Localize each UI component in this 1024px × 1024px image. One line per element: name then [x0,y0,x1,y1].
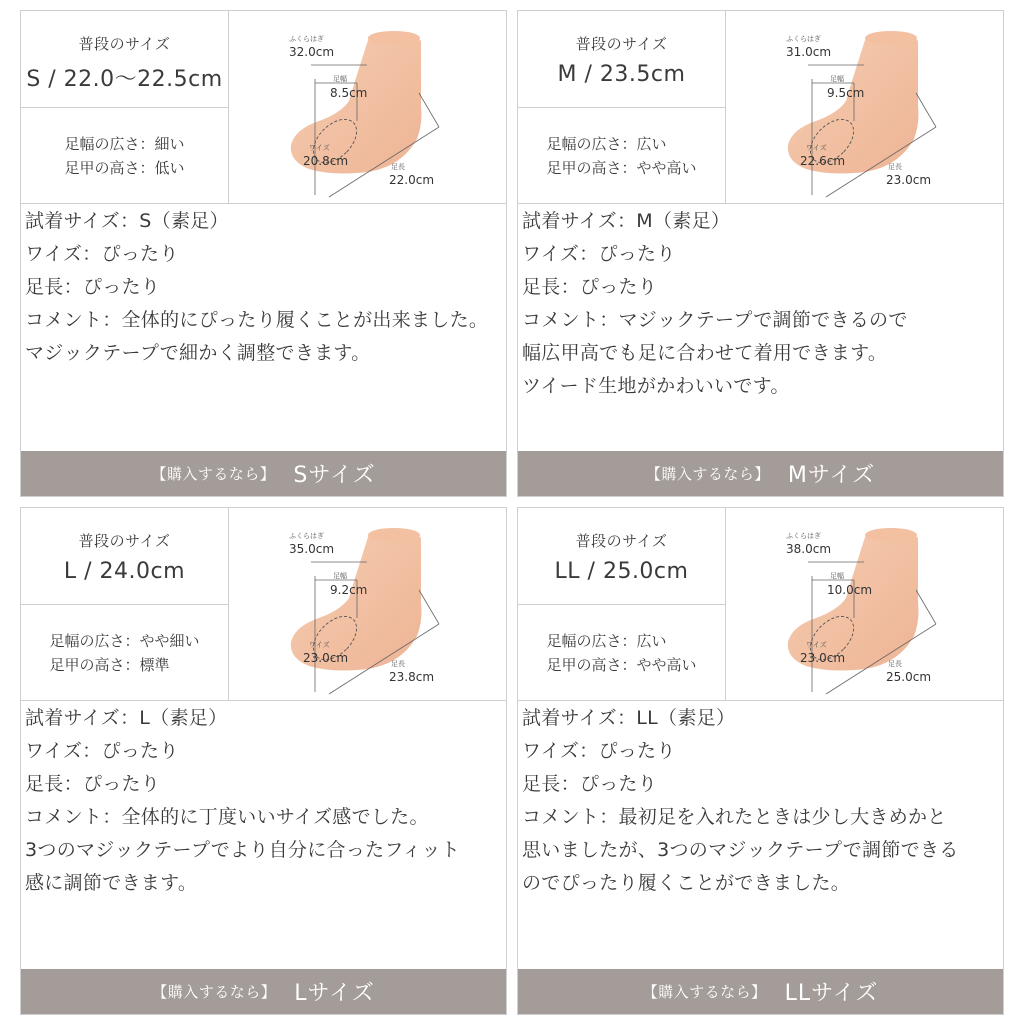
size-card [517,10,1004,497]
size-card [20,507,507,1015]
foot-diagram [726,508,1003,701]
usual-size-value: LL / 25.0cm [554,559,689,584]
comment-line: 試着サイズ：M（素足） [522,210,731,232]
comment-line: のでぴったり履くことができました。 [522,872,851,894]
foot-width-trait: 足幅の広さ：広い [546,134,667,153]
foot-diagram [229,11,506,204]
buy-size-label: Lサイズ [294,981,375,1006]
comment-line: 幅広甲高でも足に合わせて着用できます。 [522,342,888,364]
foot-diagram [229,508,506,701]
comment-line: 足長：ぴったり [522,773,658,795]
usual-size-box [518,508,725,605]
size-info [21,11,229,204]
comment-line: 試着サイズ：LL（素足） [522,707,736,729]
instep-label: 足幅 [830,75,844,83]
buy-size-button[interactable] [21,451,506,496]
usual-size-value: S / 22.0〜22.5cm [26,67,223,92]
size-info [518,11,726,204]
comment-line: 試着サイズ：L（素足） [25,707,228,729]
foot-traits [21,605,228,700]
instep-value: 10.0cm [827,583,873,597]
comment-line: 試着サイズ：S（素足） [25,210,229,232]
length-value: 23.0cm [886,173,932,187]
review-comments [25,205,502,370]
width-label: ワイズ [309,641,330,649]
instep-label: 足幅 [830,572,844,580]
usual-size-label: 普段のサイズ [78,532,171,550]
foot-width-trait: 足幅の広さ：やや細い [49,631,200,650]
length-label: 足長 [888,163,902,171]
instep-label: 足幅 [333,572,347,580]
size-card [517,507,1004,1015]
calf-label: ふくらはぎ [786,532,821,540]
foot-traits [518,605,725,700]
usual-size-label: 普段のサイズ [575,35,668,53]
foot-diagram [726,11,1003,204]
length-label: 足長 [391,660,405,668]
comment-line: マジックテープで細かく調整できます。 [25,342,371,364]
buy-prefix: 【購入するなら】 [642,983,767,1001]
review-comments [522,702,999,900]
buy-prefix: 【購入するなら】 [151,465,276,483]
comment-line: 3つのマジックテープでより自分に合ったフィット [25,839,461,861]
foot-height-trait: 足甲の高さ：やや高い [546,655,697,674]
length-value: 22.0cm [389,173,435,187]
buy-prefix: 【購入するなら】 [645,465,770,483]
foot-measurements [726,11,1003,204]
usual-size-label: 普段のサイズ [575,532,668,550]
buy-size-label: Mサイズ [787,463,876,488]
size-info [518,508,726,701]
comment-line: 足長：ぴったり [25,276,161,298]
foot-height-trait: 足甲の高さ：低い [64,158,185,177]
width-label: ワイズ [309,144,330,152]
instep-value: 9.5cm [827,86,865,100]
length-value: 23.8cm [389,670,435,684]
comment-line: 足長：ぴったり [522,276,658,298]
calf-label: ふくらはぎ [289,35,324,43]
instep-value: 9.2cm [330,583,368,597]
length-value: 25.0cm [886,670,932,684]
comment-line: コメント：最初足を入れたときは少し大きめかと [522,806,947,828]
width-label: ワイズ [806,144,827,152]
review-comments [522,205,999,403]
foot-traits [21,108,228,203]
calf-value: 31.0cm [786,45,832,59]
usual-size-value: M / 23.5cm [557,62,686,87]
comment-line: ワイズ：ぴったり [25,243,179,265]
buy-size-label: LLサイズ [784,981,879,1006]
review-comments [25,702,502,900]
instep-label: 足幅 [333,75,347,83]
comment-line: ツイード生地がかわいいです。 [522,375,790,397]
calf-value: 38.0cm [786,542,832,556]
buy-size-button[interactable] [21,969,506,1014]
foot-measurements [726,508,1003,701]
instep-value: 8.5cm [330,86,368,100]
comment-line: 足長：ぴったり [25,773,161,795]
usual-size-label: 普段のサイズ [78,35,171,53]
foot-measurements [229,508,506,701]
width-label: ワイズ [806,641,827,649]
length-label: 足長 [391,163,405,171]
foot-height-trait: 足甲の高さ：標準 [49,655,170,674]
foot-traits [518,108,725,203]
foot-width-trait: 足幅の広さ：細い [64,134,185,153]
buy-prefix: 【購入するなら】 [152,983,277,1001]
calf-value: 32.0cm [289,45,335,59]
usual-size-box [21,508,228,605]
comment-line: ワイズ：ぴったり [522,243,676,265]
comment-line: ワイズ：ぴったり [25,740,179,762]
width-value: 20.8cm [303,154,349,168]
comment-line: ワイズ：ぴったり [522,740,676,762]
comment-line: 感に調節できます。 [25,872,198,894]
width-value: 23.0cm [303,651,349,665]
length-label: 足長 [888,660,902,668]
size-card [20,10,507,497]
usual-size-box [21,11,228,108]
width-value: 23.0cm [800,651,846,665]
foot-width-trait: 足幅の広さ：広い [546,631,667,650]
buy-size-button[interactable] [518,969,1003,1014]
calf-label: ふくらはぎ [289,532,324,540]
comment-line: コメント：マジックテープで調節できるので [522,309,908,331]
usual-size-box [518,11,725,108]
calf-value: 35.0cm [289,542,335,556]
calf-label: ふくらはぎ [786,35,821,43]
usual-size-value: L / 24.0cm [63,559,186,584]
width-value: 22.6cm [800,154,846,168]
foot-measurements [229,11,506,204]
comment-line: コメント：全体的にぴったり履くことが出来ました。 [25,309,489,331]
buy-size-label: Sサイズ [293,463,376,488]
size-info [21,508,229,701]
foot-height-trait: 足甲の高さ：やや高い [546,158,697,177]
comment-line: 思いましたが、3つのマジックテープで調節できる [522,839,959,861]
comment-line: コメント：全体的に丁度いいサイズ感でした。 [25,806,429,828]
buy-size-button[interactable] [518,451,1003,496]
